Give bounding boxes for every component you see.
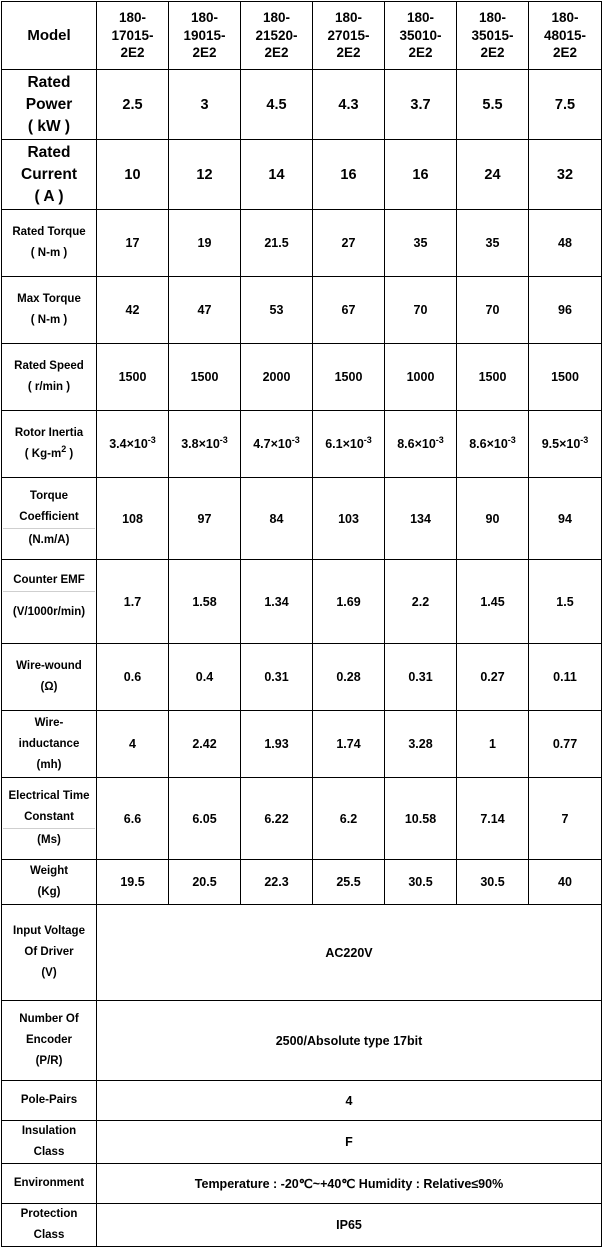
cell-value: 14 (241, 140, 313, 210)
row-label: Protection Class (2, 1204, 97, 1247)
cell-value: 1.5 (529, 560, 602, 644)
cell-value: 42 (97, 277, 169, 344)
cell-value: 70 (385, 277, 457, 344)
model-name: 180- 48015- 2E2 (529, 2, 602, 70)
cell-value: 16 (385, 140, 457, 210)
cell-value: 1500 (457, 344, 529, 411)
cell-value: 90 (457, 478, 529, 560)
cell-value: 10 (97, 140, 169, 210)
cell-value: 5.5 (457, 70, 529, 140)
cell-value: $9.5\times 10^{-3}$ (529, 411, 602, 478)
row-torque-coefficient (2, 478, 602, 560)
cell-value: 6.2 (313, 778, 385, 860)
cell-value: 67 (313, 277, 385, 344)
cell-value: 1.34 (241, 560, 313, 644)
cell-value: $3.8\times 10^{-3}$ (169, 411, 241, 478)
row-rated-current (2, 140, 602, 210)
row-rotor-inertia (2, 411, 602, 478)
cell-value: 3.7 (385, 70, 457, 140)
model-name: 180- 17015- 2E2 (97, 2, 169, 70)
cell-value: 0.28 (313, 644, 385, 711)
model-name: 180- 19015- 2E2 (169, 2, 241, 70)
cell-value: 2.2 (385, 560, 457, 644)
cell-value: 0.11 (529, 644, 602, 711)
row-rated-torque (2, 210, 602, 277)
cell-value: 25.5 (313, 860, 385, 905)
row-label: Input Voltage Of Driver (V) (2, 905, 97, 1001)
cell-value: 20.5 (169, 860, 241, 905)
cell-value: 1500 (313, 344, 385, 411)
cell-value: $8.6\times 10^{-3}$ (385, 411, 457, 478)
cell-value: 35 (457, 210, 529, 277)
row-encoder (2, 1001, 602, 1081)
row-wire-inductance (2, 711, 602, 778)
cell-value: 6.05 (169, 778, 241, 860)
cell-value: 0.77 (529, 711, 602, 778)
cell-value: 3 (169, 70, 241, 140)
cell-value: 47 (169, 277, 241, 344)
row-label: Weight (Kg) (2, 860, 97, 905)
cell-value: $3.4\times 10^{-3}$ (97, 411, 169, 478)
row-label: Rated Power ( kW ) (2, 70, 97, 140)
cell-value: 32 (529, 140, 602, 210)
row-environment (2, 1164, 602, 1204)
row-max-torque (2, 277, 602, 344)
model-label: Model (2, 2, 97, 70)
cell-value: 3.28 (385, 711, 457, 778)
row-label: Number Of Encoder (P/R) (2, 1001, 97, 1081)
cell-value: 2.5 (97, 70, 169, 140)
cell-value: 0.6 (97, 644, 169, 711)
cell-value: 35 (385, 210, 457, 277)
cell-value: 4.3 (313, 70, 385, 140)
merged-value: Temperature : -20℃~+40℃ Humidity : Relative≤90% (97, 1164, 602, 1204)
cell-value: 103 (313, 478, 385, 560)
cell-value: $4.7\times 10^{-3}$ (241, 411, 313, 478)
cell-value: 2000 (241, 344, 313, 411)
row-label: Counter EMF (V/1000r/min) (2, 560, 97, 644)
row-rated-power (2, 70, 602, 140)
cell-value: 21.5 (241, 210, 313, 277)
model-name: 180- 27015- 2E2 (313, 2, 385, 70)
row-rated-speed (2, 344, 602, 411)
cell-value: $8.6\times 10^{-3}$ (457, 411, 529, 478)
spec-table (1, 1, 602, 1247)
cell-value: 1.45 (457, 560, 529, 644)
cell-value: 1.58 (169, 560, 241, 644)
row-label: Rotor Inertia ( $Kg-m^2$ ) (2, 411, 97, 478)
cell-value: 4 (97, 711, 169, 778)
merged-value: IP65 (97, 1204, 602, 1247)
cell-value: 0.27 (457, 644, 529, 711)
cell-value: 97 (169, 478, 241, 560)
row-pole-pairs (2, 1081, 602, 1121)
cell-value: 30.5 (385, 860, 457, 905)
cell-value: 1 (457, 711, 529, 778)
merged-value: 2500/Absolute type 17bit (97, 1001, 602, 1081)
row-electrical-time-constant (2, 778, 602, 860)
row-wire-wound (2, 644, 602, 711)
cell-value: 17 (97, 210, 169, 277)
cell-value: 10.58 (385, 778, 457, 860)
cell-value: 84 (241, 478, 313, 560)
row-label: Rated Torque ( N-m ) (2, 210, 97, 277)
cell-value: 30.5 (457, 860, 529, 905)
cell-value: 40 (529, 860, 602, 905)
row-label: Environment (2, 1164, 97, 1204)
cell-value: 7.14 (457, 778, 529, 860)
row-label: Wire-wound (Ω) (2, 644, 97, 711)
row-label: Torque Coefficient (N.m/A) (2, 478, 97, 560)
cell-value: 53 (241, 277, 313, 344)
header-row (2, 2, 602, 70)
cell-value: 96 (529, 277, 602, 344)
cell-value: 48 (529, 210, 602, 277)
cell-value: 7.5 (529, 70, 602, 140)
row-label: Electrical Time Constant (Ms) (2, 778, 97, 860)
cell-value: 0.31 (241, 644, 313, 711)
cell-value: 22.3 (241, 860, 313, 905)
cell-value: 70 (457, 277, 529, 344)
cell-value: 4.5 (241, 70, 313, 140)
cell-value: 0.31 (385, 644, 457, 711)
cell-value: 94 (529, 478, 602, 560)
cell-value: 1.93 (241, 711, 313, 778)
cell-value: 1.7 (97, 560, 169, 644)
cell-value: 108 (97, 478, 169, 560)
merged-value: 4 (97, 1081, 602, 1121)
cell-value: 6.22 (241, 778, 313, 860)
cell-value: 134 (385, 478, 457, 560)
row-label: Rated Current ( A ) (2, 140, 97, 210)
row-protection-class (2, 1204, 602, 1247)
cell-value: 0.4 (169, 644, 241, 711)
cell-value: 1.69 (313, 560, 385, 644)
row-label: Rated Speed ( r/min ) (2, 344, 97, 411)
cell-value: 1.74 (313, 711, 385, 778)
cell-value: 27 (313, 210, 385, 277)
cell-value: 12 (169, 140, 241, 210)
cell-value: 16 (313, 140, 385, 210)
cell-value: 19.5 (97, 860, 169, 905)
row-label: Pole-Pairs (2, 1081, 97, 1121)
model-name: 180- 35015- 2E2 (457, 2, 529, 70)
cell-value: 19 (169, 210, 241, 277)
row-input-voltage (2, 905, 602, 1001)
cell-value: 7 (529, 778, 602, 860)
row-weight (2, 860, 602, 905)
cell-value: $6.1\times 10^{-3}$ (313, 411, 385, 478)
cell-value: 6.6 (97, 778, 169, 860)
row-label: Wire- inductance (mh) (2, 711, 97, 778)
cell-value: 24 (457, 140, 529, 210)
row-counter-emf (2, 560, 602, 644)
model-name: 180- 35010- 2E2 (385, 2, 457, 70)
model-name: 180- 21520- 2E2 (241, 2, 313, 70)
cell-value: 1500 (97, 344, 169, 411)
cell-value: 2.42 (169, 711, 241, 778)
cell-value: 1000 (385, 344, 457, 411)
merged-value: AC220V (97, 905, 602, 1001)
merged-value: F (97, 1121, 602, 1164)
cell-value: 1500 (169, 344, 241, 411)
row-insulation-class (2, 1121, 602, 1164)
row-label: Insulation Class (2, 1121, 97, 1164)
row-label: Max Torque ( N-m ) (2, 277, 97, 344)
cell-value: 1500 (529, 344, 602, 411)
